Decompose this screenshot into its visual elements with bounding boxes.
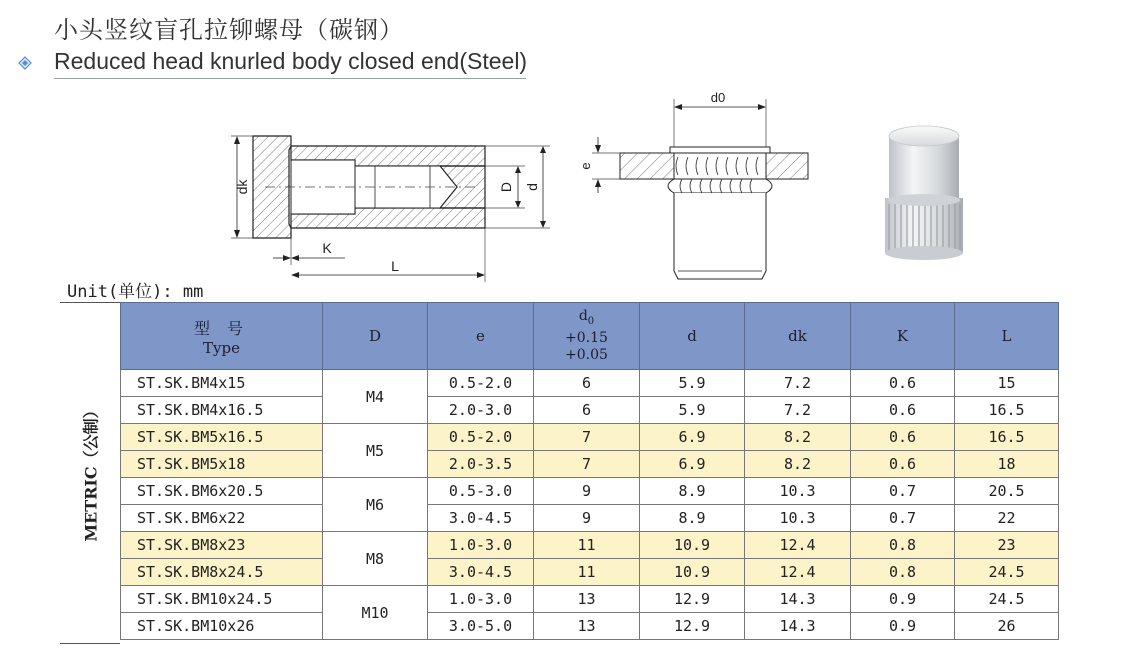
header-e: e	[428, 303, 534, 370]
cell-d0: 11	[534, 559, 640, 586]
cell-d0: 13	[534, 613, 640, 640]
cell-d: 8.9	[640, 478, 745, 505]
cell-K: 0.8	[851, 559, 955, 586]
cell-d: 12.9	[640, 613, 745, 640]
table-row	[121, 397, 1059, 424]
cell-dk: 12.4	[745, 559, 851, 586]
cell-L: 20.5	[955, 478, 1059, 505]
cell-d0: 6	[534, 397, 640, 424]
title-underline	[54, 78, 526, 79]
cell-D: M4	[323, 370, 428, 424]
cell-D: M6	[323, 478, 428, 532]
metric-label: METRIC（公制）	[81, 402, 101, 542]
cell-type: ST.SK.BM10x26	[121, 613, 323, 640]
cell-d: 10.9	[640, 532, 745, 559]
cell-d: 8.9	[640, 505, 745, 532]
cell-D: M8	[323, 532, 428, 586]
cell-e: 0.5-2.0	[428, 424, 534, 451]
diamond-bullet-icon	[18, 56, 32, 70]
installed-drawing	[578, 85, 818, 285]
cell-e: 2.0-3.5	[428, 451, 534, 478]
header-d: d	[640, 303, 745, 370]
header-d0	[534, 303, 640, 370]
header-type-cn: 型 号	[193, 318, 250, 338]
cell-e: 0.5-3.0	[428, 478, 534, 505]
cell-d0: 9	[534, 505, 640, 532]
page-title-en: Reduced head knurled body closed end(Steel)	[54, 48, 528, 74]
table-row	[121, 478, 1059, 505]
cell-e: 1.0-3.0	[428, 586, 534, 613]
cell-dk: 14.3	[745, 586, 851, 613]
cell-K: 0.9	[851, 586, 955, 613]
spec-table	[120, 302, 1059, 640]
cell-type: ST.SK.BM10x24.5	[121, 586, 323, 613]
cell-K: 0.6	[851, 370, 955, 397]
table-row	[121, 505, 1059, 532]
cell-e: 3.0-4.5	[428, 505, 534, 532]
cell-K: 0.6	[851, 424, 955, 451]
cell-K: 0.8	[851, 532, 955, 559]
cell-dk: 10.3	[745, 505, 851, 532]
header-d0-name: d	[578, 308, 588, 325]
table-row	[121, 424, 1059, 451]
cell-type: ST.SK.BM4x15	[121, 370, 323, 397]
table-header-row	[121, 303, 1059, 370]
cell-e: 3.0-4.5	[428, 559, 534, 586]
cell-d0: 9	[534, 478, 640, 505]
cell-type: ST.SK.BM8x24.5	[121, 559, 323, 586]
cell-dk: 10.3	[745, 478, 851, 505]
cell-d: 6.9	[640, 424, 745, 451]
cell-d0: 11	[534, 532, 640, 559]
label-D: D	[498, 181, 514, 193]
cell-d0: 6	[534, 370, 640, 397]
table-row	[121, 559, 1059, 586]
nut-3d-image	[875, 120, 975, 265]
cell-K: 0.6	[851, 397, 955, 424]
cross-section-drawing	[225, 120, 560, 285]
cell-e: 0.5-2.0	[428, 370, 534, 397]
cell-type: ST.SK.BM6x22	[121, 505, 323, 532]
label-e: e	[578, 162, 593, 170]
cell-d: 12.9	[640, 586, 745, 613]
page-title-cn: 小头竖纹盲孔拉铆螺母（碳钢）	[54, 16, 404, 44]
header-dk: dk	[745, 303, 851, 370]
unit-label: Unit(单位): mm	[67, 282, 204, 302]
cell-L: 23	[955, 532, 1059, 559]
cell-K: 0.6	[851, 451, 955, 478]
table-row	[121, 586, 1059, 613]
header-K: K	[851, 303, 955, 370]
header-type-en: Type	[203, 338, 240, 357]
cell-type: ST.SK.BM5x18	[121, 451, 323, 478]
cell-L: 26	[955, 613, 1059, 640]
cell-K: 0.7	[851, 505, 955, 532]
label-L: L	[391, 258, 399, 274]
cell-K: 0.7	[851, 478, 955, 505]
cell-type: ST.SK.BM6x20.5	[121, 478, 323, 505]
cell-dk: 8.2	[745, 424, 851, 451]
label-dk: dk	[234, 179, 250, 195]
cell-L: 18	[955, 451, 1059, 478]
cell-L: 24.5	[955, 586, 1059, 613]
cell-d: 5.9	[640, 370, 745, 397]
cell-d0: 13	[534, 586, 640, 613]
cell-d0: 7	[534, 424, 640, 451]
header-d0-tol-minus: +0.05	[565, 346, 608, 363]
cell-K: 0.9	[851, 613, 955, 640]
header-D: D	[323, 303, 428, 370]
cell-d: 5.9	[640, 397, 745, 424]
header-type	[121, 303, 323, 370]
cell-d: 6.9	[640, 451, 745, 478]
cell-D: M10	[323, 586, 428, 640]
cell-type: ST.SK.BM8x23	[121, 532, 323, 559]
cell-dk: 8.2	[745, 451, 851, 478]
cell-dk: 7.2	[745, 370, 851, 397]
cell-L: 16.5	[955, 424, 1059, 451]
header-d0-tol-plus: +0.15	[565, 329, 608, 346]
cell-type: ST.SK.BM4x16.5	[121, 397, 323, 424]
cell-L: 24.5	[955, 559, 1059, 586]
cell-dk: 14.3	[745, 613, 851, 640]
cell-e: 3.0-5.0	[428, 613, 534, 640]
label-K: K	[322, 240, 332, 256]
label-d: d	[524, 183, 540, 191]
cell-d: 10.9	[640, 559, 745, 586]
header-d0-sub: 0	[587, 315, 595, 327]
cell-e: 1.0-3.0	[428, 532, 534, 559]
cell-d0: 7	[534, 451, 640, 478]
table-row	[121, 532, 1059, 559]
label-d0: d0	[710, 90, 726, 105]
header-L: L	[955, 303, 1059, 370]
cell-e: 2.0-3.0	[428, 397, 534, 424]
cell-L: 15	[955, 370, 1059, 397]
cell-L: 22	[955, 505, 1059, 532]
table-row	[121, 370, 1059, 397]
cell-D: M5	[323, 424, 428, 478]
table-row	[121, 613, 1059, 640]
cell-dk: 7.2	[745, 397, 851, 424]
cell-L: 16.5	[955, 397, 1059, 424]
cell-type: ST.SK.BM5x16.5	[121, 424, 323, 451]
table-row	[121, 451, 1059, 478]
cell-dk: 12.4	[745, 532, 851, 559]
